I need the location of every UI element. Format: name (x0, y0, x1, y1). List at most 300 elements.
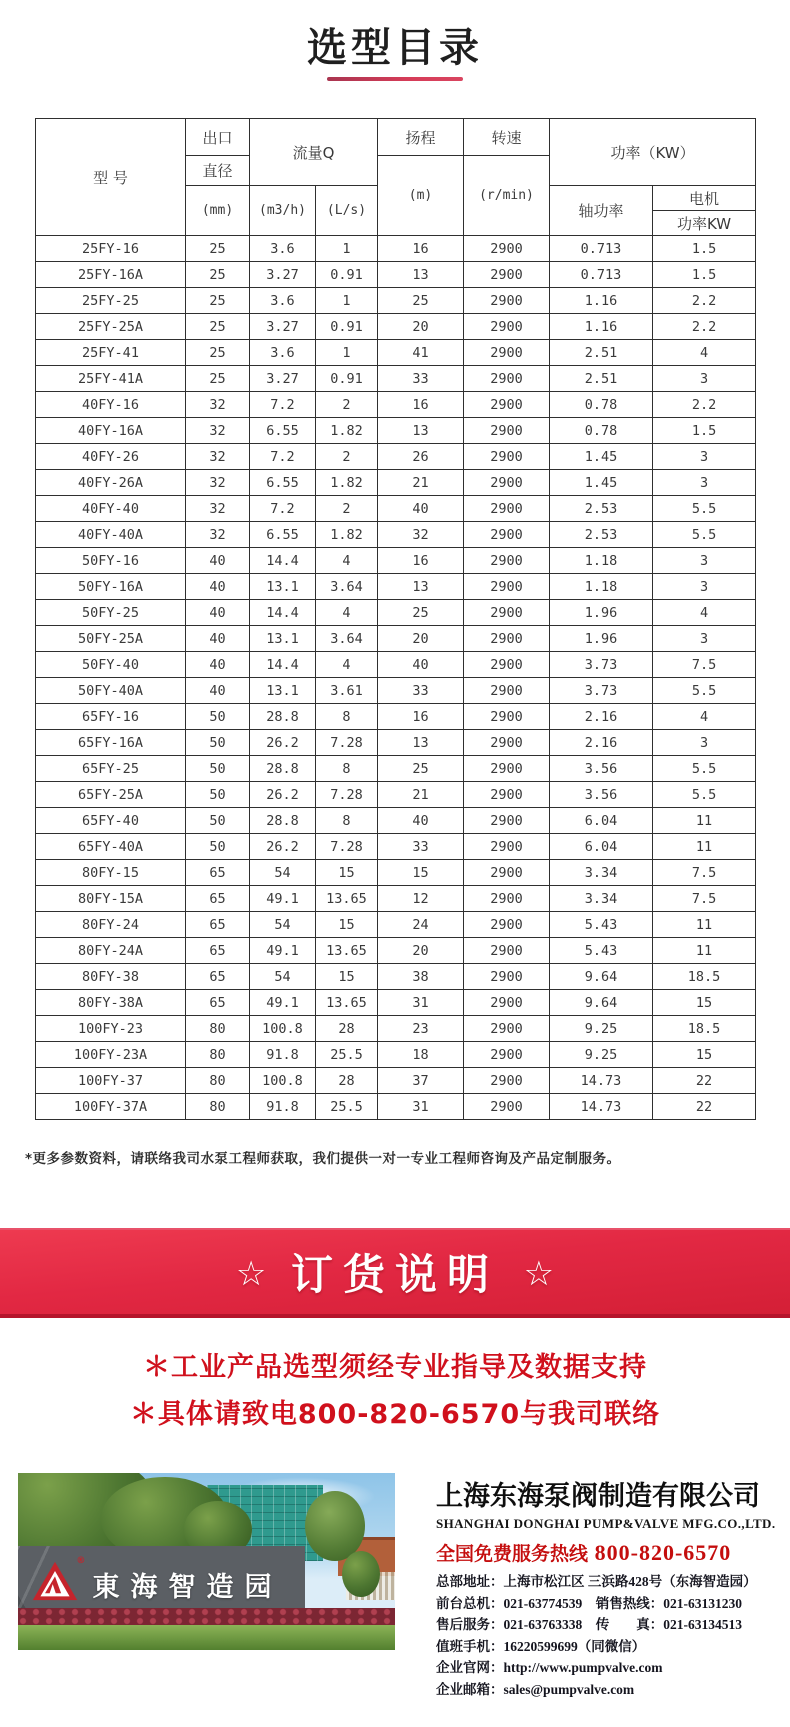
cell-outlet-diameter: 80 (186, 1016, 250, 1042)
cell-flow-m3h: 49.1 (250, 990, 316, 1016)
table-row (36, 626, 756, 652)
cell-speed: 2900 (464, 522, 550, 548)
cell-motor-power: 3 (653, 444, 756, 470)
cell-shaft-power: 1.18 (550, 574, 653, 600)
cell-flow-m3h: 54 (250, 912, 316, 938)
company-name-en: SHANGHAI DONGHAI PUMP&VALVE MFG.CO.,LTD. (436, 1516, 776, 1531)
cell-flow-m3h: 100.8 (250, 1016, 316, 1042)
cell-speed: 2900 (464, 262, 550, 288)
cell-speed: 2900 (464, 860, 550, 886)
contact-website: 企业官网：http://www.pumpvalve.com (436, 1660, 663, 1676)
cell-flow-m3h: 13.1 (250, 678, 316, 704)
cell-model: 40FY-16 (36, 392, 186, 418)
cell-flow-ls: 0.91 (316, 262, 378, 288)
cell-flow-m3h: 6.55 (250, 470, 316, 496)
col-header-motor-bottom: 功率KW (653, 211, 756, 236)
cell-outlet-diameter: 65 (186, 912, 250, 938)
cell-flow-m3h: 14.4 (250, 652, 316, 678)
cell-flow-m3h: 7.2 (250, 496, 316, 522)
cell-shaft-power: 9.64 (550, 964, 653, 990)
cell-flow-m3h: 28.8 (250, 808, 316, 834)
table-row (36, 236, 756, 262)
cell-flow-m3h: 28.8 (250, 756, 316, 782)
cell-motor-power: 11 (653, 808, 756, 834)
cell-head: 13 (378, 262, 464, 288)
cell-flow-ls: 15 (316, 912, 378, 938)
hotline-number: 800-820-6570 (594, 1540, 732, 1565)
cell-outlet-diameter: 65 (186, 990, 250, 1016)
cell-motor-power: 3 (653, 470, 756, 496)
flower-bed (18, 1608, 395, 1627)
cell-shaft-power: 6.04 (550, 834, 653, 860)
service-hotline (436, 1539, 776, 1566)
cell-motor-power: 7.5 (653, 886, 756, 912)
cell-shaft-power: 2.53 (550, 522, 653, 548)
cell-outlet-diameter: 32 (186, 392, 250, 418)
cell-model: 65FY-16 (36, 704, 186, 730)
cell-flow-ls: 4 (316, 600, 378, 626)
cell-motor-power: 7.5 (653, 652, 756, 678)
table-footnote: *更多参数资料，请联络我司水泵工程师获取，我们提供一对一专业工程师咨询及产品定制服务。 (25, 1151, 621, 1167)
cell-shaft-power: 9.25 (550, 1042, 653, 1068)
cell-flow-m3h: 26.2 (250, 782, 316, 808)
page-title: 选型目录 (307, 25, 483, 71)
table-row (36, 262, 756, 288)
cell-model: 80FY-15 (36, 860, 186, 886)
cell-speed: 2900 (464, 366, 550, 392)
cell-outlet-diameter: 80 (186, 1068, 250, 1094)
table-row (36, 1094, 756, 1120)
cell-outlet-diameter: 50 (186, 756, 250, 782)
cell-speed: 2900 (464, 444, 550, 470)
cell-flow-m3h: 49.1 (250, 938, 316, 964)
cell-flow-ls: 7.28 (316, 782, 378, 808)
cell-model: 65FY-25A (36, 782, 186, 808)
cell-motor-power: 3 (653, 366, 756, 392)
cell-model: 100FY-37 (36, 1068, 186, 1094)
table-row (36, 522, 756, 548)
cell-motor-power: 4 (653, 600, 756, 626)
cell-head: 23 (378, 1016, 464, 1042)
cell-motor-power: 1.5 (653, 262, 756, 288)
col-header-flow: 流量Q (250, 119, 378, 186)
table-row (36, 678, 756, 704)
cell-head: 38 (378, 964, 464, 990)
cell-model: 80FY-15A (36, 886, 186, 912)
contact-mobile: 值班手机：16220599699（同微信） (436, 1638, 646, 1654)
cell-shaft-power: 0.713 (550, 236, 653, 262)
col-header-outlet-bottom: 直径 (186, 156, 250, 186)
table-row (36, 392, 756, 418)
cell-flow-ls: 2 (316, 444, 378, 470)
col-header-head: 扬程 (378, 119, 464, 156)
cell-outlet-diameter: 32 (186, 522, 250, 548)
cell-speed: 2900 (464, 808, 550, 834)
cell-shaft-power: 3.56 (550, 782, 653, 808)
cell-head: 31 (378, 1094, 464, 1120)
cell-speed: 2900 (464, 548, 550, 574)
cell-shaft-power: 2.53 (550, 496, 653, 522)
table-row (36, 574, 756, 600)
table-row (36, 782, 756, 808)
star-icon: ☆ (523, 1254, 555, 1294)
cell-flow-m3h: 3.6 (250, 340, 316, 366)
cell-shaft-power: 9.64 (550, 990, 653, 1016)
cell-shaft-power: 1.45 (550, 444, 653, 470)
cell-shaft-power: 14.73 (550, 1094, 653, 1120)
cell-shaft-power: 2.16 (550, 730, 653, 756)
cell-flow-m3h: 13.1 (250, 574, 316, 600)
pump-spec-table (35, 118, 756, 1120)
table-row (36, 730, 756, 756)
cell-head: 13 (378, 418, 464, 444)
cell-flow-ls: 25.5 (316, 1094, 378, 1120)
table-row (36, 1016, 756, 1042)
table-row (36, 912, 756, 938)
col-header-speed: 转速 (464, 119, 550, 156)
cell-model: 40FY-16A (36, 418, 186, 444)
cell-outlet-diameter: 32 (186, 470, 250, 496)
cell-motor-power: 2.2 (653, 392, 756, 418)
cell-head: 33 (378, 678, 464, 704)
col-header-speed-unit: (r/min) (464, 156, 550, 236)
cell-shaft-power: 5.43 (550, 912, 653, 938)
cell-motor-power: 15 (653, 1042, 756, 1068)
cell-outlet-diameter: 50 (186, 704, 250, 730)
cell-outlet-diameter: 65 (186, 860, 250, 886)
cell-head: 18 (378, 1042, 464, 1068)
cell-outlet-diameter: 25 (186, 366, 250, 392)
cell-motor-power: 11 (653, 912, 756, 938)
cell-flow-ls: 2 (316, 392, 378, 418)
cell-model: 65FY-40A (36, 834, 186, 860)
cell-head: 40 (378, 652, 464, 678)
cell-shaft-power: 2.16 (550, 704, 653, 730)
order-instructions-banner (0, 1228, 790, 1318)
table-row (36, 496, 756, 522)
notice-line-2: ＊具体请致电800-820-6570与我司联络 (129, 1399, 661, 1430)
cell-shaft-power: 2.51 (550, 366, 653, 392)
cell-motor-power: 4 (653, 704, 756, 730)
cell-outlet-diameter: 50 (186, 834, 250, 860)
cell-flow-ls: 1.82 (316, 522, 378, 548)
cell-speed: 2900 (464, 574, 550, 600)
cell-flow-m3h: 49.1 (250, 886, 316, 912)
col-header-flow-unit-ls: (L/s) (316, 186, 378, 236)
cell-flow-m3h: 7.2 (250, 392, 316, 418)
cell-shaft-power: 0.78 (550, 418, 653, 444)
cell-model: 65FY-40 (36, 808, 186, 834)
cell-head: 13 (378, 574, 464, 600)
cell-speed: 2900 (464, 314, 550, 340)
cell-head: 32 (378, 522, 464, 548)
cell-outlet-diameter: 50 (186, 730, 250, 756)
cell-model: 25FY-16 (36, 236, 186, 262)
cell-shaft-power: 14.73 (550, 1068, 653, 1094)
cell-head: 21 (378, 470, 464, 496)
cell-outlet-diameter: 40 (186, 574, 250, 600)
cell-speed: 2900 (464, 1042, 550, 1068)
cell-motor-power: 11 (653, 938, 756, 964)
cell-flow-m3h: 26.2 (250, 834, 316, 860)
cell-flow-m3h: 14.4 (250, 548, 316, 574)
table-row (36, 704, 756, 730)
cell-outlet-diameter: 32 (186, 418, 250, 444)
palm-plant (342, 1551, 380, 1597)
cell-outlet-diameter: 25 (186, 236, 250, 262)
cell-motor-power: 5.5 (653, 496, 756, 522)
cell-speed: 2900 (464, 782, 550, 808)
cell-outlet-diameter: 40 (186, 600, 250, 626)
table-row (36, 314, 756, 340)
cell-shaft-power: 0.78 (550, 392, 653, 418)
contact-address: 总部地址：上海市松江区 三浜路428号（东海智造园） (436, 1574, 757, 1589)
cell-outlet-diameter: 40 (186, 678, 250, 704)
hotline-label: 全国免费服务热线 (436, 1543, 589, 1565)
cell-shaft-power: 0.713 (550, 262, 653, 288)
cell-speed: 2900 (464, 964, 550, 990)
cell-speed: 2900 (464, 418, 550, 444)
cell-motor-power: 5.5 (653, 522, 756, 548)
cell-head: 16 (378, 236, 464, 262)
cell-motor-power: 2.2 (653, 288, 756, 314)
cell-flow-ls: 3.64 (316, 574, 378, 600)
cell-head: 16 (378, 548, 464, 574)
cell-model: 25FY-41A (36, 366, 186, 392)
cell-model: 25FY-25 (36, 288, 186, 314)
cell-flow-ls: 4 (316, 652, 378, 678)
cell-motor-power: 18.5 (653, 964, 756, 990)
notice-block (0, 1344, 790, 1438)
cell-flow-m3h: 3.27 (250, 262, 316, 288)
table-row (36, 444, 756, 470)
col-header-shaft-power: 轴功率 (550, 186, 653, 236)
cell-head: 16 (378, 704, 464, 730)
cell-flow-m3h: 100.8 (250, 1068, 316, 1094)
cell-motor-power: 18.5 (653, 1016, 756, 1042)
cell-flow-ls: 4 (316, 548, 378, 574)
cell-motor-power: 3 (653, 626, 756, 652)
cell-speed: 2900 (464, 756, 550, 782)
cell-head: 31 (378, 990, 464, 1016)
cell-speed: 2900 (464, 1016, 550, 1042)
cell-shaft-power: 1.16 (550, 314, 653, 340)
cell-flow-ls: 2 (316, 496, 378, 522)
contact-phones-2: 售后服务：021-63763338 传 真：021-63134513 (436, 1617, 742, 1633)
cell-speed: 2900 (464, 1094, 550, 1120)
factory-photo (18, 1473, 395, 1650)
cell-speed: 2900 (464, 236, 550, 262)
table-row (36, 1068, 756, 1094)
cell-model: 65FY-25 (36, 756, 186, 782)
cell-shaft-power: 1.16 (550, 288, 653, 314)
cell-motor-power: 3 (653, 574, 756, 600)
contact-email: 企业邮箱：sales@pumpvalve.com (436, 1681, 635, 1697)
cell-flow-m3h: 14.4 (250, 600, 316, 626)
cell-motor-power: 5.5 (653, 678, 756, 704)
donghai-triangle-logo-icon (32, 1555, 86, 1602)
wall-sign-text: 東海智造园 (92, 1572, 283, 1604)
company-name-cn: 上海东海泵阀制造有限公司 (436, 1481, 760, 1512)
cell-speed: 2900 (464, 652, 550, 678)
cell-flow-ls: 3.61 (316, 678, 378, 704)
cell-speed: 2900 (464, 912, 550, 938)
table-row (36, 288, 756, 314)
cell-head: 12 (378, 886, 464, 912)
cell-head: 16 (378, 392, 464, 418)
cell-flow-m3h: 3.27 (250, 314, 316, 340)
table-row (36, 756, 756, 782)
cell-head: 25 (378, 600, 464, 626)
cell-speed: 2900 (464, 938, 550, 964)
cell-speed: 2900 (464, 834, 550, 860)
cell-speed: 2900 (464, 704, 550, 730)
cell-motor-power: 22 (653, 1094, 756, 1120)
contact-phones-1: 前台总机：021-63774539 销售热线：021-63131230 (436, 1595, 742, 1611)
cell-head: 37 (378, 1068, 464, 1094)
cell-speed: 2900 (464, 730, 550, 756)
table-row (36, 834, 756, 860)
cell-motor-power: 4 (653, 340, 756, 366)
cell-shaft-power: 3.73 (550, 678, 653, 704)
cell-flow-ls: 1 (316, 340, 378, 366)
cell-outlet-diameter: 25 (186, 314, 250, 340)
col-header-power: 功率（KW） (550, 119, 756, 186)
cell-speed: 2900 (464, 990, 550, 1016)
cell-motor-power: 5.5 (653, 782, 756, 808)
cell-flow-m3h: 6.55 (250, 522, 316, 548)
cell-shaft-power: 6.04 (550, 808, 653, 834)
cell-outlet-diameter: 40 (186, 626, 250, 652)
cell-flow-m3h: 28.8 (250, 704, 316, 730)
cell-model: 80FY-38A (36, 990, 186, 1016)
col-header-head-unit: (m) (378, 156, 464, 236)
cell-head: 25 (378, 288, 464, 314)
cell-shaft-power: 2.51 (550, 340, 653, 366)
cell-model: 50FY-40A (36, 678, 186, 704)
cell-flow-m3h: 54 (250, 964, 316, 990)
cell-model: 100FY-23A (36, 1042, 186, 1068)
cell-flow-ls: 8 (316, 756, 378, 782)
cell-flow-ls: 13.65 (316, 938, 378, 964)
cell-flow-m3h: 91.8 (250, 1042, 316, 1068)
cell-speed: 2900 (464, 1068, 550, 1094)
cell-motor-power: 3 (653, 730, 756, 756)
cell-flow-ls: 0.91 (316, 314, 378, 340)
cell-shaft-power: 1.96 (550, 626, 653, 652)
cell-head: 24 (378, 912, 464, 938)
cell-outlet-diameter: 25 (186, 262, 250, 288)
cell-flow-ls: 7.28 (316, 834, 378, 860)
cell-speed: 2900 (464, 626, 550, 652)
cell-flow-ls: 3.64 (316, 626, 378, 652)
cell-shaft-power: 3.73 (550, 652, 653, 678)
cell-head: 15 (378, 860, 464, 886)
cell-motor-power: 11 (653, 834, 756, 860)
cell-model: 100FY-23 (36, 1016, 186, 1042)
cell-model: 80FY-24A (36, 938, 186, 964)
cell-motor-power: 22 (653, 1068, 756, 1094)
cell-model: 50FY-16A (36, 574, 186, 600)
cell-flow-ls: 13.65 (316, 886, 378, 912)
cell-head: 25 (378, 756, 464, 782)
cell-outlet-diameter: 40 (186, 548, 250, 574)
cell-head: 40 (378, 496, 464, 522)
cell-flow-m3h: 54 (250, 860, 316, 886)
cell-model: 40FY-40A (36, 522, 186, 548)
cell-motor-power: 5.5 (653, 756, 756, 782)
col-header-flow-unit-m3h: (m3/h) (250, 186, 316, 236)
cell-model: 25FY-41 (36, 340, 186, 366)
cell-head: 33 (378, 834, 464, 860)
col-header-model: 型 号 (36, 119, 186, 236)
cell-motor-power: 1.5 (653, 236, 756, 262)
table-row (36, 938, 756, 964)
cell-model: 100FY-37A (36, 1094, 186, 1120)
cell-shaft-power: 1.45 (550, 470, 653, 496)
cell-flow-m3h: 6.55 (250, 418, 316, 444)
banner-title-text: 订货说明 (290, 1250, 499, 1299)
col-header-outlet-unit: (mm) (186, 186, 250, 236)
cell-head: 21 (378, 782, 464, 808)
cell-flow-m3h: 7.2 (250, 444, 316, 470)
cell-model: 50FY-25A (36, 626, 186, 652)
cell-flow-ls: 28 (316, 1068, 378, 1094)
cell-model: 50FY-25 (36, 600, 186, 626)
cell-head: 33 (378, 366, 464, 392)
banner-title (236, 1242, 554, 1302)
cell-head: 13 (378, 730, 464, 756)
table-row (36, 990, 756, 1016)
table-row (36, 548, 756, 574)
cell-flow-m3h: 26.2 (250, 730, 316, 756)
cell-flow-ls: 1 (316, 288, 378, 314)
cell-speed: 2900 (464, 392, 550, 418)
cell-flow-ls: 15 (316, 860, 378, 886)
cell-shaft-power: 1.18 (550, 548, 653, 574)
cell-flow-m3h: 91.8 (250, 1094, 316, 1120)
cell-shaft-power: 3.56 (550, 756, 653, 782)
company-info-block (436, 1474, 776, 1701)
cell-shaft-power: 3.34 (550, 886, 653, 912)
table-row (36, 652, 756, 678)
table-row (36, 964, 756, 990)
table-row (36, 340, 756, 366)
cell-outlet-diameter: 65 (186, 938, 250, 964)
table-row (36, 1042, 756, 1068)
col-header-motor-top: 电机 (653, 186, 756, 211)
spec-table-header (36, 119, 756, 236)
notice-line-1: ＊工业产品选型须经专业指导及数据支持 (143, 1352, 647, 1383)
cell-outlet-diameter: 80 (186, 1094, 250, 1120)
cell-model: 50FY-40 (36, 652, 186, 678)
cell-shaft-power: 3.34 (550, 860, 653, 886)
cell-outlet-diameter: 65 (186, 964, 250, 990)
cell-motor-power: 7.5 (653, 860, 756, 886)
col-header-outlet-top: 出口 (186, 119, 250, 156)
cell-speed: 2900 (464, 886, 550, 912)
cell-flow-ls: 8 (316, 808, 378, 834)
cell-flow-m3h: 3.6 (250, 236, 316, 262)
stone-sign-wall (18, 1546, 305, 1611)
cell-model: 40FY-26 (36, 444, 186, 470)
cell-flow-ls: 8 (316, 704, 378, 730)
cell-shaft-power: 9.25 (550, 1016, 653, 1042)
spec-table-body (36, 236, 756, 1120)
cell-motor-power: 15 (653, 990, 756, 1016)
cell-flow-ls: 25.5 (316, 1042, 378, 1068)
cell-flow-m3h: 3.6 (250, 288, 316, 314)
